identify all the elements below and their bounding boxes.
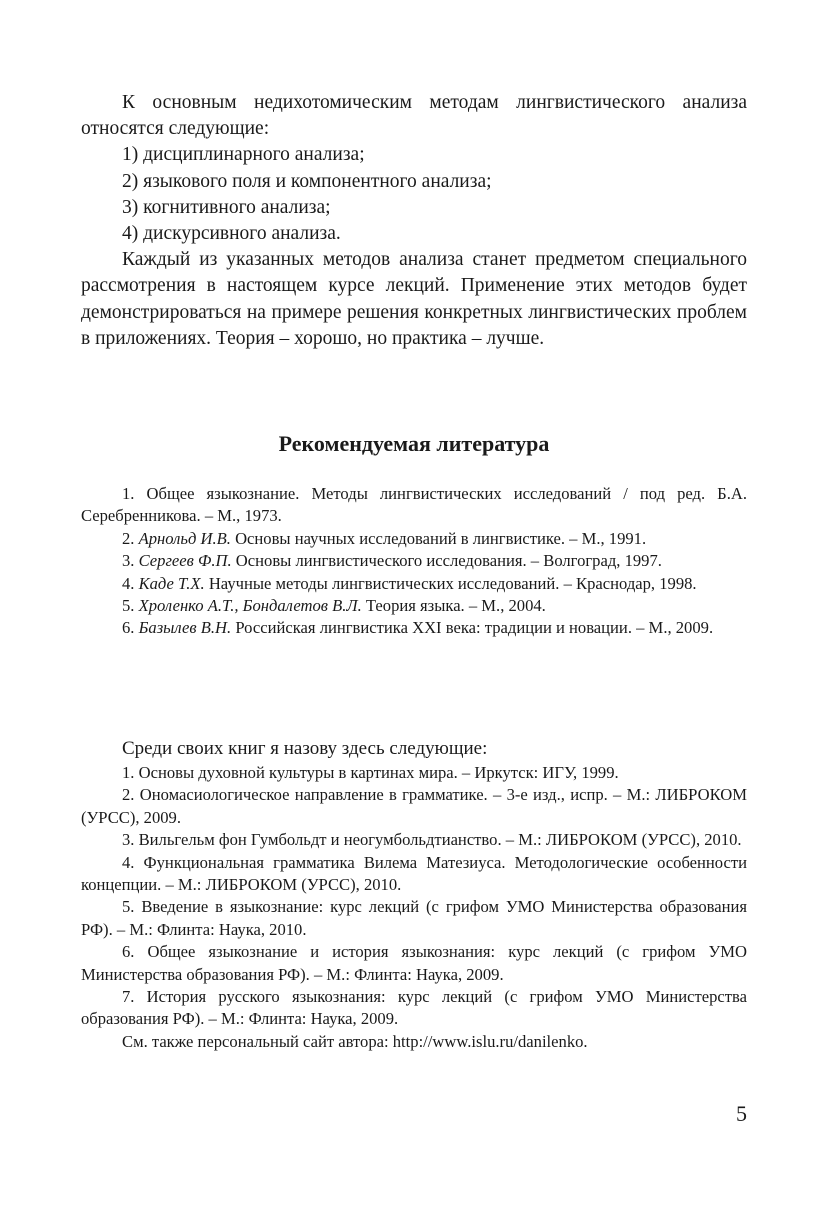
literature-item: [81, 528, 747, 550]
book-item: 7. История русского языкознания: курс лекций (с грифом УМО Министерства образования РФ). – М.: Флинта: Наука, 2009.: [81, 987, 747, 1029]
intro-lead: К основным недихотомическим методам лингвистического анализа относятся следующие:: [81, 92, 747, 140]
literature-item-text: Теория языка. – М., 2004.: [365, 596, 546, 616]
literature-item-text: Научные методы лингвистических исследований. – Краснодар, 1998.: [208, 573, 697, 593]
book-item: 4. Функциональная грамматика Вилема Матезиуса. Методологические особенности концепции. – М.: ЛИБРОКОМ (УРСС), 2010.: [81, 852, 747, 895]
method-item: 1) дисциплинарного анализа;: [122, 144, 365, 166]
author-website: См. также персональный сайт автора: http://www.islu.ru/danilenko.: [122, 1031, 588, 1051]
literature-item-author: Арнольд И.В.: [138, 528, 231, 548]
book-item: 1. Основы духовной культуры в картинах мира. – Иркутск: ИГУ, 1999.: [122, 763, 619, 782]
literature-item: [81, 483, 747, 528]
books-list: [81, 736, 747, 1053]
literature-item-text: Общее языкознание. Методы лингвистических исследований / под ред. Б.А. Серебренникова. – М., 1973.: [81, 484, 747, 526]
literature-item-number: 5.: [122, 596, 135, 616]
literature-item-number: 3.: [122, 551, 135, 571]
literature-item-author: Каде Т.Х.: [138, 573, 205, 593]
page-number: 5: [736, 1101, 747, 1126]
literature-item-author: Сергеев Ф.П.: [138, 551, 232, 571]
literature-item-number: 6.: [122, 618, 135, 638]
literature-item-text: Российская лингвистика XXI века: традиции и новации. – М., 2009.: [235, 618, 714, 638]
literature-item-number: 4.: [122, 573, 135, 593]
method-item: 3) когнитивного анализа;: [122, 196, 331, 218]
literature-item: [81, 573, 747, 595]
intro-closing: Каждый из указанных методов анализа станет предметом специального рассмотрения в настоящем курсе лекций. Применение этих методов будет демонстрироваться на примере решения конкретных лингвистических проблем в приложениях. Теория – хорошо, но практика – лучше.: [81, 249, 747, 349]
literature-list: [81, 483, 747, 640]
literature-item-author: Хроленко А.Т., Бондалетов В.Л.: [138, 596, 362, 616]
literature-item: [81, 595, 747, 617]
literature-item-text: Основы лингвистического исследования. – Волгоград, 1997.: [235, 551, 662, 571]
literature-item-text: Основы научных исследований в лингвистике. – М., 1991.: [235, 528, 647, 548]
book-item: 5. Введение в языкознание: курс лекций (с грифом УМО Министерства образования РФ). – М.: Флинта: Наука, 2010.: [81, 897, 747, 939]
method-item: 2) языкового поля и компонентного анализа;: [122, 170, 492, 192]
book-item: 6. Общее языкознание и история языкознания: курс лекций (с грифом УМО Министерства образования РФ). – М.: Флинта: Наука, 2009.: [81, 942, 747, 984]
books-intro: Среди своих книг я назову здесь следующие:: [122, 738, 488, 759]
intro-section: [81, 90, 747, 352]
literature-item-author: Базылев В.Н.: [138, 618, 232, 638]
literature-item: [81, 550, 747, 572]
book-item: 2. Ономасиологическое направление в грамматике. – 3-е изд., испр. – М.: ЛИБРОКОМ (УРСС), 2009.: [81, 785, 747, 827]
literature-item-number: 2.: [122, 528, 135, 548]
book-item: 3. Вильгельм фон Гумбольдт и неогумбольдтианство. – М.: ЛИБРОКОМ (УРСС), 2010.: [122, 830, 742, 850]
literature-heading: Рекомендуемая литература: [278, 431, 550, 456]
method-item: 4) дискурсивного анализа.: [122, 223, 341, 245]
literature-item-number: 1.: [122, 484, 135, 503]
literature-item: [81, 617, 747, 639]
